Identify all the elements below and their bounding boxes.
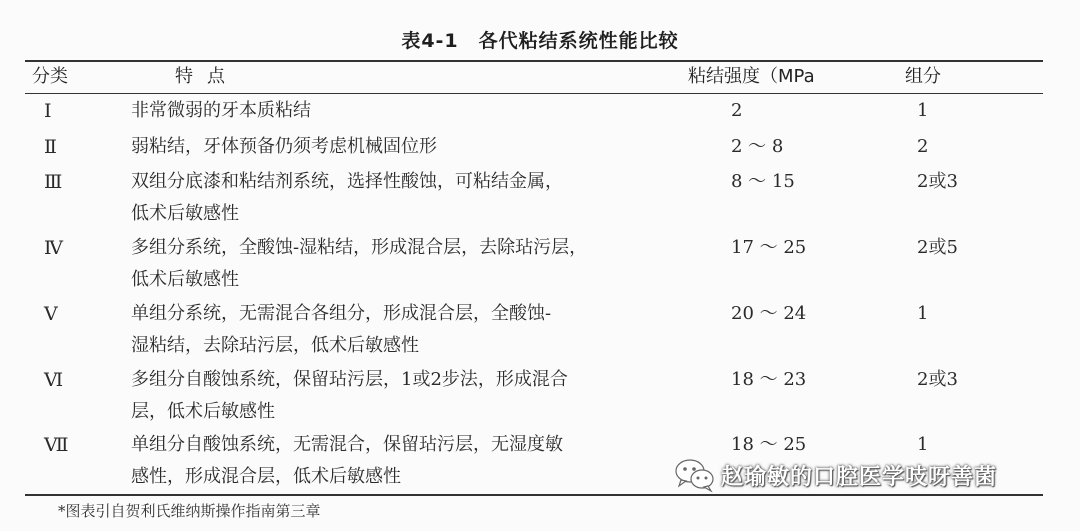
row-components: 1 bbox=[917, 100, 929, 121]
wechat-icon bbox=[673, 455, 717, 495]
row-strength: 8 ～ 15 bbox=[731, 171, 795, 192]
row-strength: 2 ～ 8 bbox=[731, 136, 784, 157]
header-features: 特点 bbox=[175, 66, 239, 87]
row-feature-line: 单组分系统，无需混合各组分，形成混合层，全酸蚀- bbox=[131, 303, 552, 324]
row-category: Ⅲ bbox=[44, 171, 63, 193]
header-components: 组分 bbox=[905, 66, 941, 87]
header-category: 分类 bbox=[32, 66, 68, 87]
row-category: Ⅳ bbox=[44, 237, 63, 259]
row-feature-line: 弱粘结，牙体预备仍须考虑机械固位形 bbox=[131, 136, 437, 157]
row-components: 2或3 bbox=[917, 171, 958, 192]
row-components: 2或5 bbox=[917, 237, 958, 258]
row-features bbox=[131, 131, 691, 163]
row-strength: 18 ～ 25 bbox=[731, 434, 807, 455]
row-feature-line: 低术后敏感性 bbox=[131, 203, 239, 224]
row-features bbox=[131, 95, 691, 127]
row-feature-line: 多组分系统，全酸蚀-湿粘结，形成混合层，去除玷污层， bbox=[131, 237, 588, 258]
row-feature-line: 双组分底漆和粘结剂系统，选择性酸蚀，可粘结金属， bbox=[131, 171, 563, 192]
table-top-rule bbox=[25, 60, 1043, 62]
row-feature-line: 低术后敏感性 bbox=[131, 269, 239, 290]
row-strength: 20 ～ 24 bbox=[731, 303, 807, 324]
row-feature-line: 感性，形成混合层，低术后敏感性 bbox=[131, 466, 401, 487]
row-strength: 2 bbox=[731, 100, 743, 121]
row-feature-line: 多组分自酸蚀系统，保留玷污层，1或2步法，形成混合 bbox=[131, 369, 568, 390]
watermark bbox=[673, 452, 997, 498]
row-features bbox=[131, 298, 691, 362]
table-footnote: *图表引自贺利氏维纳斯操作指南第三章 bbox=[58, 502, 321, 520]
row-strength: 17 ～ 25 bbox=[731, 237, 807, 258]
row-components: 1 bbox=[917, 434, 929, 455]
row-category: Ⅱ bbox=[44, 136, 57, 158]
row-strength: 18 ～ 23 bbox=[731, 369, 807, 390]
row-features bbox=[131, 429, 691, 493]
table-title: 表4-1 各代粘结系统性能比较 bbox=[401, 30, 679, 52]
header-strength: 粘结强度（MPa bbox=[688, 66, 815, 87]
row-category: Ⅶ bbox=[44, 434, 69, 456]
row-category: Ⅵ bbox=[44, 369, 64, 391]
row-features bbox=[131, 232, 691, 296]
row-features bbox=[131, 166, 691, 230]
row-feature-line: 层，低术后敏感性 bbox=[131, 401, 275, 422]
watermark-text: 赵瑜敏的口腔医学吱呀善菌 bbox=[721, 464, 998, 490]
row-features bbox=[131, 364, 691, 428]
row-components: 2或3 bbox=[917, 369, 958, 390]
row-feature-line: 湿粘结，去除玷污层，低术后敏感性 bbox=[131, 335, 419, 356]
row-category: Ⅴ bbox=[44, 303, 58, 325]
row-feature-line: 非常微弱的牙本质粘结 bbox=[131, 100, 311, 121]
table-header-rule bbox=[25, 93, 1043, 94]
row-components: 2 bbox=[917, 136, 929, 157]
row-components: 1 bbox=[917, 303, 929, 324]
row-feature-line: 单组分自酸蚀系统，无需混合，保留玷污层，无湿度敏 bbox=[131, 434, 563, 455]
row-category: Ⅰ bbox=[44, 100, 52, 122]
